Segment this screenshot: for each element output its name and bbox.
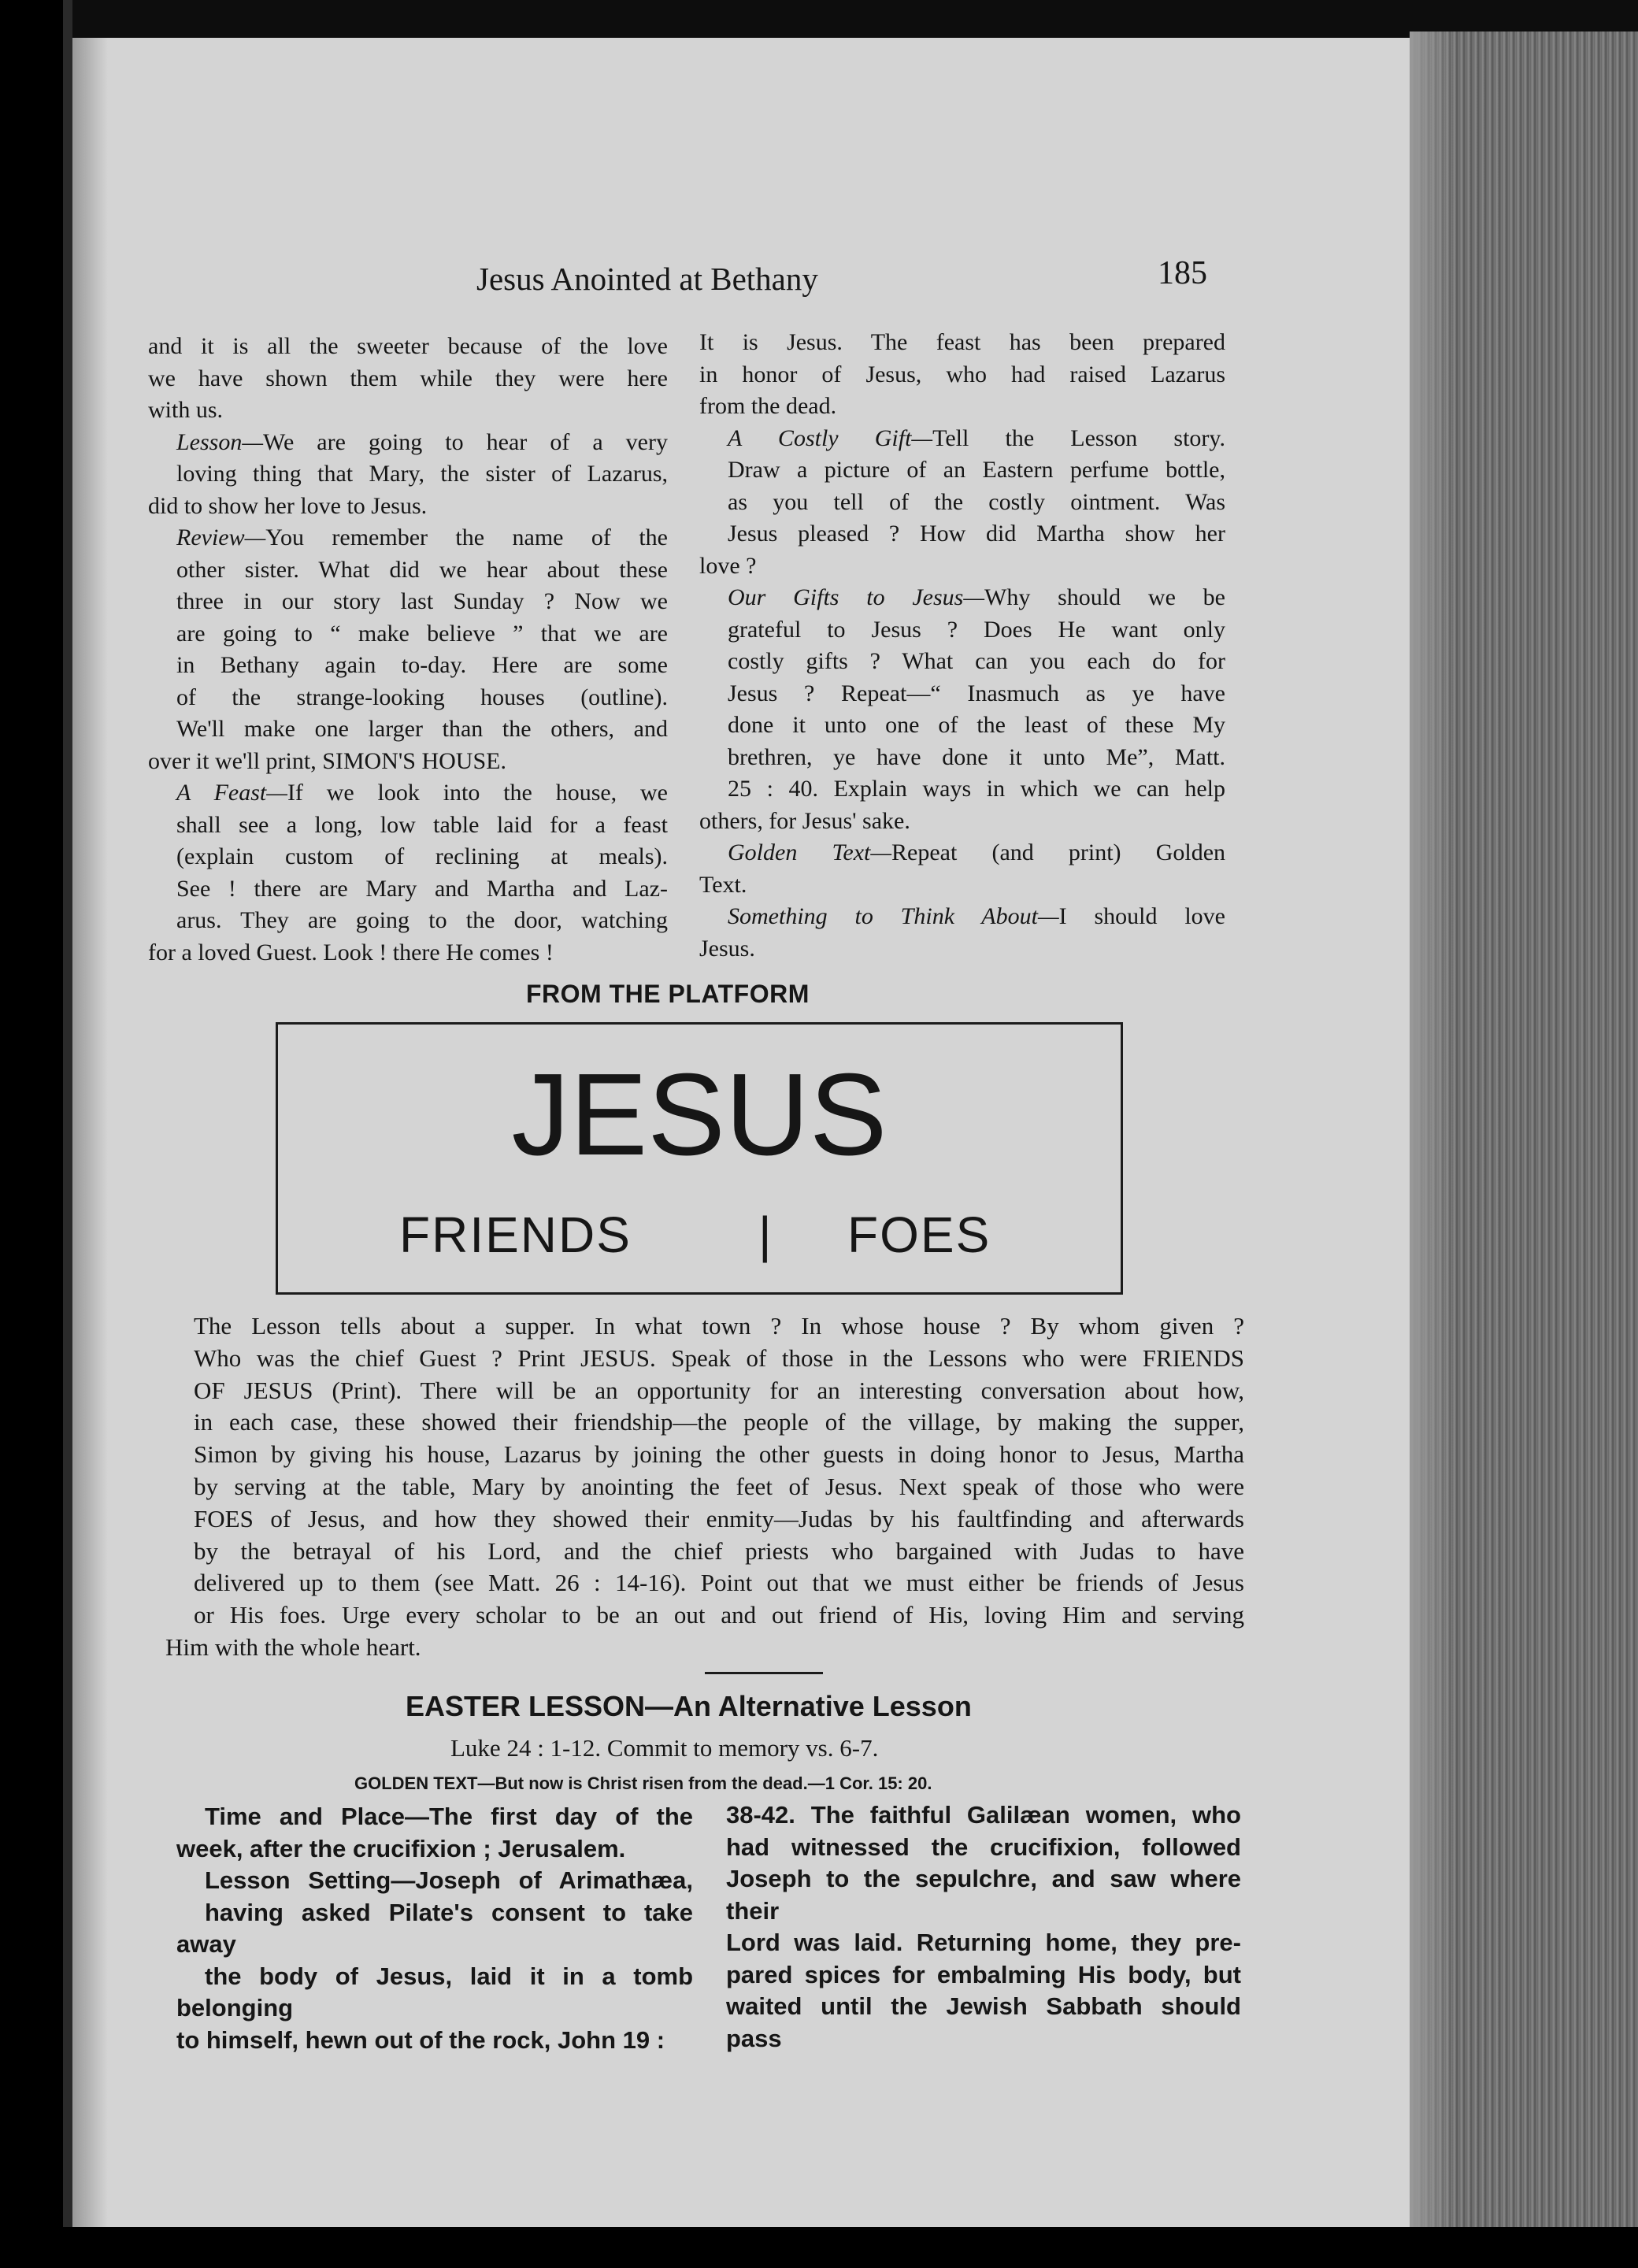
platform-paragraph — [165, 1310, 1244, 1664]
text-line: over it we'll print, SIMON'S HOUSE. — [148, 747, 506, 774]
text-line: we have shown them while they were here — [148, 365, 668, 391]
left-column-top — [148, 331, 668, 969]
blackboard-diagram — [276, 1022, 1123, 1295]
text-line: done it unto one of the least of these My — [728, 712, 1225, 738]
text-line: other sister. What did we hear about these — [176, 556, 668, 583]
paragraph — [148, 427, 668, 523]
text-line: The Lesson tells about a supper. In what town ? In whose house ? By whom given ? — [194, 1312, 1244, 1340]
paragraph — [176, 1865, 693, 2056]
diagram-divider: | — [758, 1206, 772, 1263]
text-line: FOES of Jesus, and how they showed their enmity—Judas by his faultfinding and afterwards — [194, 1504, 1244, 1532]
text-line: costly gifts ? What can you each do for — [728, 648, 1225, 674]
text-line: others, for Jesus' sake. — [699, 807, 910, 834]
text-line: having asked Pilate's consent to take away — [176, 1898, 693, 1958]
text-line: or His foes. Urge every scholar to be an out and out friend of His, loving Him and serving — [194, 1601, 1244, 1629]
text-line: Jesus ? Repeat—“ Inasmuch as ye have — [728, 680, 1225, 706]
text-line: three in our story last Sunday ? Now we — [176, 588, 668, 614]
text-line: brethren, ye have done it unto Me”, Matt. — [728, 743, 1225, 770]
paragraph-lead: Lesson Setting— — [205, 1866, 416, 1894]
text-line: are going to “ make believe ” that we are — [176, 620, 668, 647]
paragraph — [699, 423, 1225, 583]
text-line: Simon by giving his house, Lazarus by joining the other guests in doing honor to Jesus, Martha — [194, 1440, 1244, 1469]
easter-heading: EASTER LESSON—An Alternative Lesson — [406, 1690, 972, 1722]
text-line: arus. They are going to the door, watching — [176, 907, 668, 933]
text-line: by serving at the table, Mary by anointing the feet of Jesus. Next speak of those who were — [194, 1472, 1244, 1500]
paragraph-lead: A Feast— — [176, 780, 287, 806]
paragraph — [165, 1310, 1244, 1664]
text-line: waited until the Jewish Sabbath should pass — [726, 1992, 1241, 2052]
text-line: It is Jesus. The feast has been prepared — [699, 329, 1225, 355]
text-line: 25 : 40. Explain ways in which we can help — [728, 776, 1225, 802]
text-line: Draw a picture of an Eastern perfume bottle, — [728, 457, 1225, 483]
text-line: Lord was laid. Returning home, they pre- — [726, 1929, 1241, 1956]
paragraph — [148, 331, 668, 427]
text-line: as you tell of the costly ointment. Was — [728, 488, 1225, 515]
paragraph-lead: Lesson— — [176, 428, 264, 455]
paragraph — [699, 837, 1225, 901]
diagram-foes: FOES — [847, 1206, 991, 1263]
text-line: Jesus pleased ? How did Martha show her — [728, 521, 1225, 547]
text-line: (explain custom of reclining at meals). — [176, 843, 668, 869]
diagram-jesus: JESUS — [511, 1050, 888, 1180]
text-line: and it is all the sweeter because of the love — [148, 333, 668, 359]
text-line: love ? — [699, 552, 757, 579]
text-line: did to show her love to Jesus. — [148, 492, 428, 519]
text-line: Review—You remember the name of the — [176, 524, 668, 550]
text-line: Him with the whole heart. — [165, 1632, 421, 1661]
text-line: OF JESUS (Print). There will be an opportunity for an interesting conversation about how, — [194, 1376, 1244, 1404]
text-line: in Bethany again to-day. Here are some — [176, 652, 668, 678]
text-line: by the betrayal of his Lord, and the chief priests who bargained with Judas to have — [194, 1536, 1244, 1565]
paragraph — [726, 1799, 1241, 2055]
text-line: grateful to Jesus ? Does He want only — [728, 616, 1225, 643]
paragraph — [148, 777, 668, 969]
book-gutter — [63, 0, 72, 2268]
paragraph-lead: A Costly Gift— — [728, 424, 933, 451]
text-line: in each case, these showed their friendship—the people of the village, by making the supper, — [194, 1408, 1244, 1436]
text-line: Text. — [699, 871, 747, 898]
paragraph-lead: Something to Think About— — [728, 903, 1059, 929]
text-line: A Costly Gift—Tell the Lesson story. — [728, 424, 1225, 451]
text-line: Jesus. — [699, 935, 755, 962]
paragraph — [699, 582, 1225, 837]
text-line: with us. — [148, 397, 224, 423]
page-gutter-shadow — [72, 38, 108, 2227]
text-line: Golden Text—Repeat (and print) Golden — [728, 839, 1226, 865]
text-line: in honor of Jesus, who had raised Lazarus — [699, 361, 1225, 387]
text-line: pared spices for embalming His body, but — [726, 1960, 1241, 1988]
page-number: 185 — [1158, 255, 1207, 291]
text-line: from the dead. — [699, 393, 837, 419]
text-line: See ! there are Mary and Martha and Laz- — [176, 875, 668, 902]
text-line: loving thing that Mary, the sister of Lazarus, — [176, 461, 668, 487]
easter-reference: Luke 24 : 1-12. Commit to memory vs. 6-7. — [450, 1734, 879, 1762]
text-line: had witnessed the crucifixion, followed — [726, 1833, 1241, 1861]
page-edges-stack — [1410, 32, 1638, 2236]
paragraph-lead: Time and Place— — [205, 1803, 429, 1830]
text-line: We'll make one larger than the others, and — [176, 716, 668, 742]
text-line: the body of Jesus, laid it in a tomb belonging — [176, 1962, 693, 2022]
text-line: A Feast—If we look into the house, we — [176, 780, 668, 806]
text-line: 38-42. The faithful Galilæan women, who — [726, 1801, 1241, 1829]
golden-text: GOLDEN TEXT—But now is Christ risen from the dead.—1 Cor. 15: 20. — [354, 1773, 932, 1793]
text-line: Lesson—We are going to hear of a very — [176, 428, 668, 455]
text-line: Something to Think About—I should love — [728, 903, 1225, 929]
paragraph — [148, 522, 668, 777]
text-line: Who was the chief Guest ? Print JESUS. Speak of those in the Lessons who were FRIENDS — [194, 1343, 1244, 1372]
text-line: shall see a long, low table laid for a feast — [176, 811, 668, 838]
paragraph-lead: Review— — [176, 524, 266, 550]
section-rule — [705, 1672, 823, 1674]
text-line: Time and Place—The first day of the — [205, 1803, 693, 1830]
text-line: Joseph to the sepulchre, and saw where their — [726, 1865, 1241, 1925]
scan-bottom-border — [0, 2227, 1638, 2268]
text-line: Our Gifts to Jesus—Why should we be — [728, 584, 1225, 610]
paragraph — [699, 327, 1225, 423]
right-column-bottom — [726, 1799, 1241, 2055]
text-line: to himself, hewn out of the rock, John 19 : — [176, 2025, 665, 2054]
text-line: delivered up to them (see Matt. 26 : 14-16). Point out that we must either be friends of Jesus — [194, 1569, 1244, 1597]
paragraph — [699, 901, 1225, 965]
platform-heading: FROM THE PLATFORM — [526, 980, 810, 1008]
left-column-bottom — [176, 1801, 693, 2056]
text-line: Lesson Setting—Joseph of Arimathæa, — [205, 1866, 693, 1894]
paragraph-lead: Our Gifts to Jesus— — [728, 584, 985, 610]
paragraph-lead: Golden Text— — [728, 839, 892, 865]
diagram-friends: FRIENDS — [399, 1206, 632, 1263]
text-line: for a loved Guest. Look ! there He comes ! — [148, 939, 554, 965]
text-line: of the strange-looking houses (outline). — [176, 684, 668, 710]
text-line: week, after the crucifixion ; Jerusalem. — [176, 1834, 626, 1862]
running-head: Jesus Anointed at Bethany — [476, 261, 818, 297]
paragraph — [176, 1801, 693, 1865]
scan-left-border — [0, 0, 63, 2268]
right-column-top — [699, 327, 1225, 965]
